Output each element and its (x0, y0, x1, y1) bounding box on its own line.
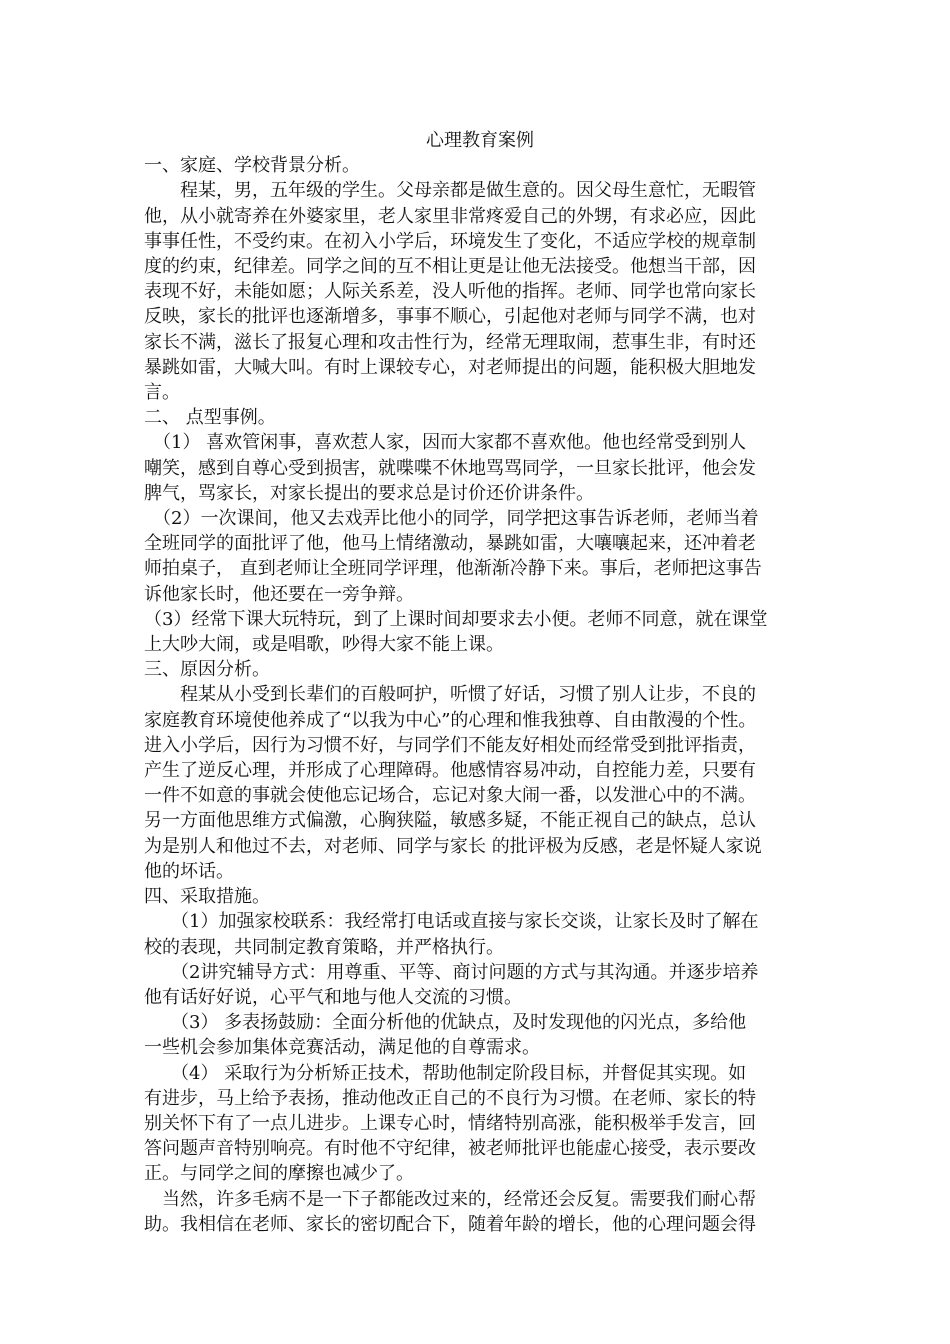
text-line: 上大吵大闹，或是唱歌，吵得大家不能上课。 (144, 634, 504, 656)
text-line: 他有话好好说，心平气和地与他人交流的习惯。 (144, 986, 522, 1008)
text-line: 有进步，马上给予表扬，推动他改正自己的不良行为习惯。在老师、家长的特 (144, 1087, 756, 1109)
text-line: （1）加强家校联系：我经常打电话或直接与家长交谈，让家长及时了解在 (144, 911, 759, 933)
section-2-case-2 (144, 506, 816, 607)
text-line: （3） 多表扬鼓励：全面分析他的优缺点，及时发现他的闪光点，多给他 (144, 1012, 747, 1034)
text-line: 嘲笑，感到自尊心受到损害，就喋喋不休地骂骂同学，一旦家长批评，他会发 (144, 457, 756, 479)
section-3-heading: 三、原因分析。 (144, 659, 270, 681)
text-line: （3）经常下课大玩特玩，到了上课时间却要求去小便。老师不同意，就在课堂 (144, 608, 768, 630)
section-4-measure-2 (144, 960, 816, 1010)
text-line: 别关怀下有了一点儿进步。上课专心时，情绪特别高涨，能积极举手发言，回 (144, 1112, 756, 1134)
section-4-measure-4 (144, 1061, 816, 1187)
section-4-measure-1 (144, 909, 816, 959)
text-line: （2）一次课间，他又去戏弄比他小的同学，同学把这事告诉老师，老师当着 (144, 508, 759, 530)
text-line: 进入小学后，因行为习惯不好，与同学们不能友好相处而经常受到批评指责， (144, 734, 756, 756)
text-line: 反映，家长的批评也逐渐增多，事事不顺心，引起他对老师与同学不满，也对 (144, 306, 756, 328)
section-2-heading: 二、 点型事例。 (144, 407, 276, 429)
text-line: 他，从小就寄养在外婆家里，老人家里非常疼爱自己的外甥，有求必应，因此 (144, 205, 756, 227)
section-3-paragraph (144, 682, 816, 884)
text-line: 度的约束，纪律差。同学之间的互不相让更是让他无法接受。他想当干部，因 (144, 256, 756, 278)
section-2-case-3 (144, 607, 816, 657)
text-line: 表现不好，未能如愿；人际关系差，没人听他的指挥。老师、同学也常向家长 (144, 281, 756, 303)
text-line: 为是别人和他过不去，对老师、同学与家长 的批评极为反感，老是怀疑人家说 (144, 835, 762, 857)
text-line: 正。与同学之间的摩擦也减少了。 (144, 1163, 414, 1185)
text-line: 家长不满，滋长了报复心理和攻击性行为，经常无理取闹，惹事生非，有时还 (144, 331, 756, 353)
text-line: 全班同学的面批评了他，他马上情绪激动，暴跳如雷，大嚷嚷起来，还冲着老 (144, 533, 756, 555)
text-line: 答问题声音特别响亮。有时他不守纪律，被老师批评也能虚心接受，表示要改 (144, 1138, 756, 1160)
text-line: 产生了逆反心理，并形成了心理障碍。他感情容易冲动，自控能力差，只要有 (144, 760, 756, 782)
section-1-heading: 一、家庭、学校背景分析。 (144, 155, 360, 177)
section-1-paragraph (144, 178, 816, 405)
text-line: 程某从小受到长辈们的百般呵护，听惯了好话，习惯了别人让步，不良的 (144, 684, 756, 706)
text-line: 助。我相信在老师、家长的密切配合下，随着年龄的增长，他的心理问题会得 (144, 1213, 756, 1235)
text-line: 暴跳如雷，大喊大叫。有时上课较专心，对老师提出的问题，能积极大胆地发 (144, 356, 756, 378)
text-line: 一些机会参加集体竞赛活动，满足他的自尊需求。 (144, 1037, 540, 1059)
text-line: 师拍桌子， 直到老师让全班同学评理，他渐渐冷静下来。事后，老师把这事告 (144, 558, 762, 580)
section-2-case-1 (144, 430, 816, 506)
text-line: 事事任性，不受约束。在初入小学后，环境发生了变化，不适应学校的规章制 (144, 230, 756, 252)
section-4-measure-3 (144, 1010, 816, 1060)
text-line: 校的表现，共同制定教育策略，并严格执行。 (144, 936, 504, 958)
text-line: 家庭教育环境使他养成了“以我为中心”的心理和惟我独尊、自由散漫的个性。 (144, 709, 757, 731)
text-line: 诉他家长时，他还要在一旁争辩。 (144, 583, 414, 605)
text-line: 当然，许多毛病不是一下子都能改过来的，经常还会反复。需要我们耐心帮 (144, 1188, 756, 1210)
text-line: 脾气，骂家长，对家长提出的要求总是讨价还价讲条件。 (144, 482, 594, 504)
text-line: （1） 喜欢管闲事，喜欢惹人家，因而大家都不喜欢他。他也经常受到别人 (144, 432, 747, 454)
text-line: （2讲究辅导方式：用尊重、平等、商讨问题的方式与其沟通。并逐步培养 (144, 961, 759, 983)
text-line: 言。 (144, 382, 180, 404)
section-4-conclusion (144, 1187, 816, 1237)
text-line: 另一方面他思维方式偏激，心胸狭隘，敏感多疑，不能正视自己的缺点，总认 (144, 810, 756, 832)
document-title: 心理教育案例 (426, 130, 534, 151)
text-line: 他的坏话。 (144, 860, 234, 882)
document-page (144, 128, 816, 1237)
text-line: 程某，男，五年级的学生。父母亲都是做生意的。因父母生意忙，无暇管 (144, 180, 756, 202)
section-4-heading: 四、采取措施。 (144, 886, 270, 908)
text-line: （4） 采取行为分析矫正技术，帮助他制定阶段目标，并督促其实现。如 (144, 1062, 747, 1084)
text-line: 一件不如意的事就会使他忘记场合，忘记对象大闹一番，以发泄心中的不满。 (144, 785, 756, 807)
